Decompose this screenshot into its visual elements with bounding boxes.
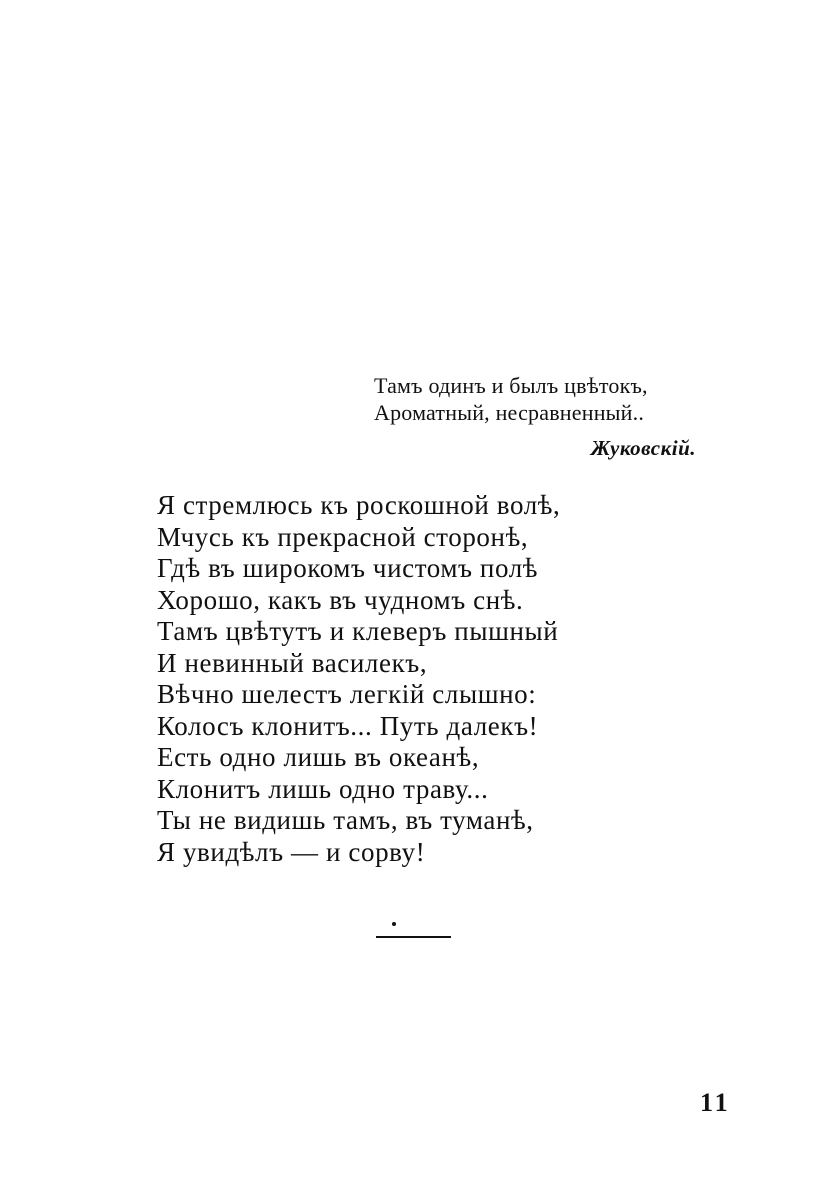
end-ornament: [376, 922, 451, 938]
epigraph-author: Жуковскій.: [590, 436, 696, 460]
epigraph-line: Ароматный, несравненный..: [374, 400, 645, 425]
ornament-rule: [376, 936, 451, 938]
poem-line: Гдѣ въ широкомъ чистомъ полѣ: [157, 553, 539, 583]
poem-line: Ты не видишь тамъ, въ туманѣ,: [157, 805, 534, 835]
poem-line: Я стремлюсь къ роскошной волѣ,: [157, 490, 561, 520]
poem-line: Я увидѣлъ — и сорву!: [157, 836, 426, 867]
poem-line: И невинный василекъ,: [157, 647, 428, 678]
poem-line: Хорошо, какъ въ чудномъ снѣ.: [157, 584, 524, 615]
poem: [157, 490, 717, 868]
epigraph: [374, 372, 734, 461]
epigraph-line: Тамъ одинъ и былъ цвѣтокъ,: [374, 373, 648, 398]
poem-line: Колосъ клонитъ... Путь далекъ!: [157, 710, 539, 741]
poem-line: Клонитъ лишь одно траву...: [157, 773, 489, 804]
poem-line: Тамъ цвѣтутъ и клеверъ пышный: [157, 616, 559, 646]
ornament-dot: [392, 922, 396, 926]
poem-line: Вѣчно шелестъ легкій слышно:: [157, 679, 537, 709]
page-number: 11: [700, 1088, 731, 1117]
poem-line: Мчусь къ прекрасной сторонѣ,: [157, 521, 529, 552]
poem-line: Есть одно лишь въ океанѣ,: [157, 742, 480, 772]
